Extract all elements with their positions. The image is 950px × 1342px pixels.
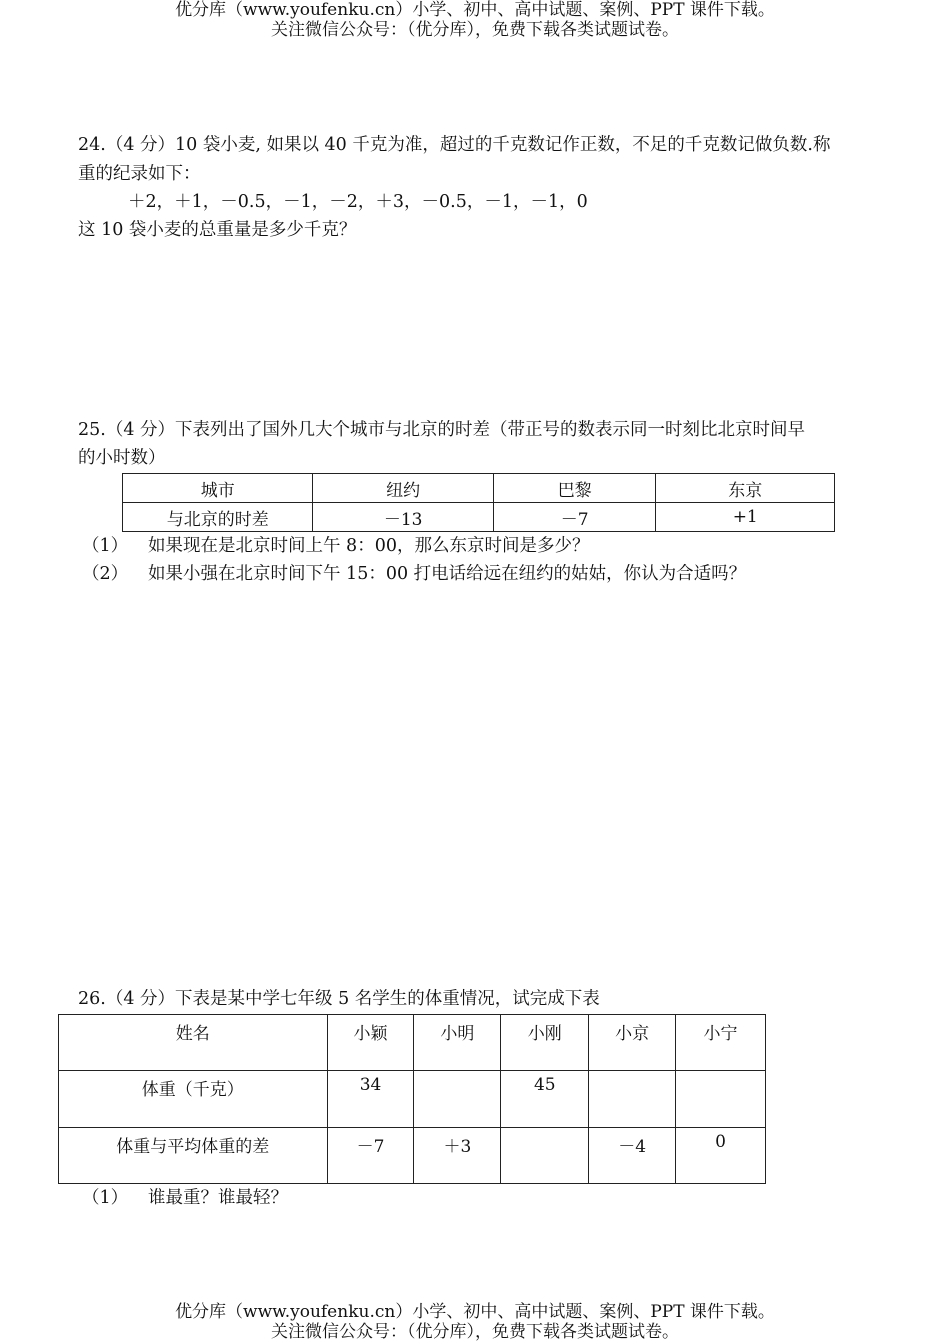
q26-table-header-row [59,1015,766,1071]
q26-table-cell: 小颖 [327,1015,414,1071]
q25-sub-1 [82,534,589,558]
q26-sub-1 [82,1186,288,1210]
q25-table-cell: 与北京的时差 [123,503,313,532]
q25-sub-2 [82,562,746,586]
q26-table-cell: 45 [501,1071,589,1128]
q26-table-cell: ＋3 [414,1128,501,1184]
q26-table-cell: 小刚 [501,1015,589,1071]
q25-sub-1-number: （1） [82,536,129,556]
q25-table-cell: －13 [313,503,493,532]
q24-line-1: 24.（4 分）10 袋小麦, 如果以 40 千克为准，超过的千克数记作正数，不足的千克数记做负数.称 [78,135,831,155]
q26-line-1: 26.（4 分）下表是某中学七年级 5 名学生的体重情况，试完成下表 [78,989,600,1009]
q25-table-header-row [123,474,835,503]
q25-line-2: 的小时数） [78,448,166,468]
q26-table-cell [676,1071,766,1128]
q26-table-cell: 小京 [589,1015,676,1071]
q25-table-data-row [123,503,835,532]
q25-table-cell: 巴黎 [493,474,656,503]
q25-table-cell: 东京 [656,474,835,503]
q26-table-cell: 小明 [414,1015,501,1071]
q25-table-cell: +1 [656,503,835,532]
q26-table-cell: －7 [327,1128,414,1184]
q25-sub-1-text: 如果现在是北京时间上午 8：00，那么东京时间是多少？ [148,536,590,556]
q26-table-cell [589,1071,676,1128]
q26-table-cell: 姓名 [59,1015,328,1071]
header-line-2: 关注微信公众号：（优分库），免费下载各类试题试卷。 [271,20,679,40]
footer-line-1: 优分库（www.youfenku.cn）小学、初中、高中试题、案例、PPT 课件下载。 [175,1302,775,1322]
q26-table-cell: 0 [676,1128,766,1184]
q25-table-cell: －7 [493,503,656,532]
q25-sub-2-number: （2） [82,564,129,584]
q25-sub-2-text: 如果小强在北京时间下午 15：00 打电话给远在纽约的姑姑，你认为合适吗？ [148,564,747,584]
footer-line-2: 关注微信公众号：（优分库），免费下载各类试题试卷。 [271,1322,679,1342]
q26-table-cell: 34 [327,1071,414,1128]
q26-table-cell [414,1071,501,1128]
q26-table-cell: 体重（千克） [59,1071,328,1128]
q24-line-2: 重的纪录如下： [78,164,201,184]
header-line-1: 优分库（www.youfenku.cn）小学、初中、高中试题、案例、PPT 课件下载。 [175,0,775,20]
q26-table-cell [501,1128,589,1184]
q24-data: ＋2，＋1，－0.5，－1，－2，＋3，－0.5，－1，－1，0 [128,192,588,212]
q26-weight-table [58,1014,766,1184]
q25-table-cell: 城市 [123,474,313,503]
q26-table-cell: －4 [589,1128,676,1184]
q26-sub-1-number: （1） [82,1188,129,1208]
q26-sub-1-text: 谁最重？谁最轻？ [148,1188,288,1208]
q26-table-diff-row [59,1128,766,1184]
q26-table-cell: 小宁 [676,1015,766,1071]
q25-table-cell: 纽约 [313,474,493,503]
q25-time-table [122,473,835,532]
q24-question: 这 10 袋小麦的总重量是多少千克？ [78,220,357,240]
q25-line-1: 25.（4 分）下表列出了国外几大个城市与北京的时差（带正号的数表示同一时刻比北京时间早 [78,420,806,440]
q26-table-weight-row [59,1071,766,1128]
q26-table-cell: 体重与平均体重的差 [59,1128,328,1184]
